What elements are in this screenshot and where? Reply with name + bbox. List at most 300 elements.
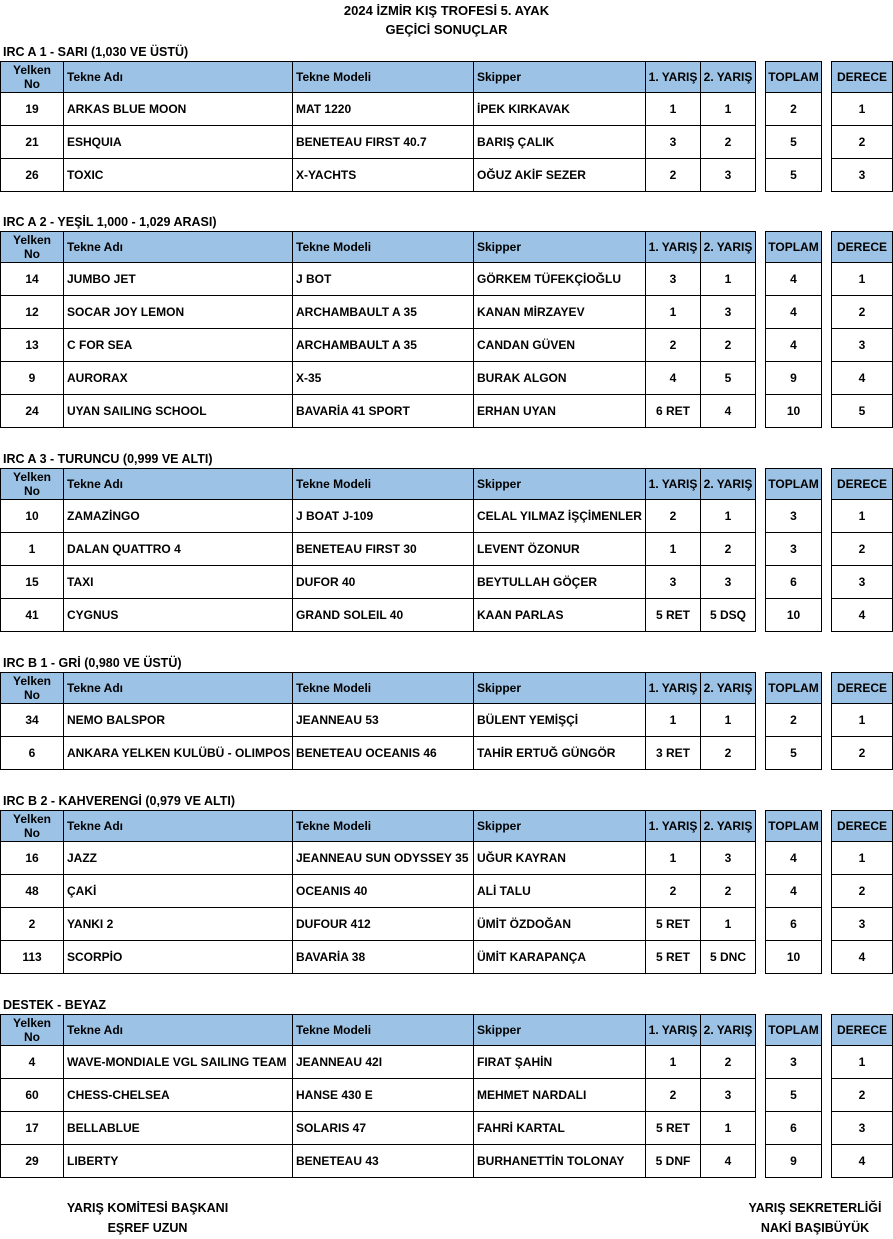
column-gap (756, 811, 766, 842)
results-table (0, 61, 893, 192)
boat-model: HANSE 430 E (293, 1079, 474, 1112)
table-row (1, 908, 893, 941)
column-gap (822, 1046, 832, 1079)
column-header-sail-no-line1: Yelken (12, 674, 52, 688)
boat-model: BENETEAU FIRST 30 (293, 533, 474, 566)
column-gap (822, 395, 832, 428)
rank: 2 (832, 875, 893, 908)
total-points: 6 (766, 908, 822, 941)
column-header-sail-no-line1: Yelken (12, 233, 52, 247)
column-header-race-2: 2. YARIŞ (701, 62, 756, 93)
column-gap (756, 93, 766, 126)
column-header-boat-name: Tekne Adı (64, 1015, 293, 1046)
boat-name: ESHQUIA (64, 126, 293, 159)
table-row (1, 941, 893, 974)
column-header-race-1: 1. YARIŞ (646, 469, 701, 500)
column-header-total: TOPLAM (766, 62, 822, 93)
column-header-sail-no (1, 811, 64, 842)
boat-name: JUMBO JET (64, 263, 293, 296)
column-gap (756, 737, 766, 770)
column-header-rank: DERECE (832, 1015, 893, 1046)
column-gap (756, 566, 766, 599)
boat-name: AURORAX (64, 362, 293, 395)
table-row (1, 737, 893, 770)
rank: 4 (832, 941, 893, 974)
page-title: 2024 İZMİR KIŞ TROFESİ 5. AYAK (343, 3, 550, 18)
results-table (0, 672, 893, 770)
boat-model: GRAND SOLEIL 40 (293, 599, 474, 632)
page-subtitle: GEÇİCİ SONUÇLAR (385, 22, 508, 37)
race-1-result: 5 DNF (646, 1145, 701, 1178)
race-1-result: 2 (646, 500, 701, 533)
race-2-result: 5 DSQ (701, 599, 756, 632)
race-1-result: 5 RET (646, 908, 701, 941)
skipper-name: BARIŞ ÇALIK (474, 126, 646, 159)
sail-number: 24 (1, 395, 64, 428)
sail-number: 29 (1, 1145, 64, 1178)
boat-model: BENETEAU 43 (293, 1145, 474, 1178)
column-header-total: TOPLAM (766, 673, 822, 704)
race-2-result: 1 (701, 704, 756, 737)
column-header-total: TOPLAM (766, 469, 822, 500)
rank: 2 (832, 126, 893, 159)
total-points: 5 (766, 126, 822, 159)
column-header-total: TOPLAM (766, 232, 822, 263)
race-2-result: 2 (701, 533, 756, 566)
table-row (1, 875, 893, 908)
section-title: IRC B 1 - GRİ (0,980 VE ÜSTÜ) (3, 656, 182, 670)
boat-name: NEMO BALSPOR (64, 704, 293, 737)
boat-model: X-35 (293, 362, 474, 395)
sail-number: 14 (1, 263, 64, 296)
skipper-name: ÜMİT ÖZDOĞAN (474, 908, 646, 941)
column-gap (756, 159, 766, 192)
results-section (0, 655, 893, 760)
race-2-result: 4 (701, 395, 756, 428)
column-header-boat-model: Tekne Modeli (293, 469, 474, 500)
rank: 1 (832, 93, 893, 126)
committee-chair-name: EŞREF UZUN (107, 1221, 188, 1235)
results-section (0, 214, 893, 418)
race-1-result: 2 (646, 875, 701, 908)
results-section (0, 793, 893, 964)
sail-number: 21 (1, 126, 64, 159)
column-gap (822, 842, 832, 875)
column-header-race-2: 2. YARIŞ (701, 811, 756, 842)
secretariat-name: NAKİ BAŞIBÜYÜK (760, 1221, 870, 1235)
race-1-result: 2 (646, 1079, 701, 1112)
skipper-name: BURHANETTİN TOLONAY (474, 1145, 646, 1178)
column-header-boat-name: Tekne Adı (64, 469, 293, 500)
column-header-race-1: 1. YARIŞ (646, 673, 701, 704)
race-2-result: 3 (701, 842, 756, 875)
boat-name: C FOR SEA (64, 329, 293, 362)
table-header-row (1, 1015, 893, 1046)
column-gap (756, 296, 766, 329)
column-header-sail-no-line2: No (24, 484, 40, 498)
total-points: 9 (766, 362, 822, 395)
column-gap (756, 533, 766, 566)
boat-model: BENETEAU FIRST 40.7 (293, 126, 474, 159)
table-row (1, 329, 893, 362)
column-header-race-2: 2. YARIŞ (701, 469, 756, 500)
boat-model: BAVARİA 38 (293, 941, 474, 974)
column-gap (822, 1079, 832, 1112)
column-gap (756, 232, 766, 263)
table-row (1, 263, 893, 296)
race-2-result: 5 DNC (701, 941, 756, 974)
total-points: 5 (766, 737, 822, 770)
column-gap (822, 329, 832, 362)
column-header-race-2: 2. YARIŞ (701, 673, 756, 704)
results-section (0, 44, 893, 182)
sail-number: 4 (1, 1046, 64, 1079)
column-gap (756, 395, 766, 428)
committee-chair-title: YARIŞ KOMİTESİ BAŞKANI (66, 1201, 229, 1215)
race-1-result: 5 RET (646, 599, 701, 632)
skipper-name: LEVENT ÖZONUR (474, 533, 646, 566)
secretariat-title: YARIŞ SEKRETERLİĞİ (748, 1201, 882, 1215)
skipper-name: FAHRİ KARTAL (474, 1112, 646, 1145)
column-header-race-1: 1. YARIŞ (646, 811, 701, 842)
column-header-sail-no-line2: No (24, 688, 40, 702)
race-1-result: 2 (646, 159, 701, 192)
boat-name: CYGNUS (64, 599, 293, 632)
section-title: IRC A 1 - SARI (1,030 VE ÜSTÜ) (3, 45, 189, 59)
column-header-sail-no-line1: Yelken (12, 812, 52, 826)
column-gap (756, 875, 766, 908)
rank: 4 (832, 1145, 893, 1178)
rank: 1 (832, 263, 893, 296)
total-points: 3 (766, 500, 822, 533)
race-2-result: 2 (701, 875, 756, 908)
column-header-boat-model: Tekne Modeli (293, 811, 474, 842)
column-gap (756, 500, 766, 533)
boat-model: JEANNEAU SUN ODYSSEY 35 (293, 842, 474, 875)
rank: 4 (832, 599, 893, 632)
race-2-result: 5 (701, 362, 756, 395)
table-row (1, 566, 893, 599)
table-row (1, 599, 893, 632)
race-1-result: 1 (646, 1046, 701, 1079)
column-header-skipper: Skipper (474, 469, 646, 500)
column-header-total: TOPLAM (766, 811, 822, 842)
column-gap (756, 908, 766, 941)
total-points: 9 (766, 1145, 822, 1178)
rank: 2 (832, 533, 893, 566)
race-1-result: 1 (646, 704, 701, 737)
total-points: 5 (766, 1079, 822, 1112)
total-points: 5 (766, 159, 822, 192)
column-header-sail-no (1, 1015, 64, 1046)
race-2-result: 2 (701, 737, 756, 770)
boat-name: DALAN QUATTRO 4 (64, 533, 293, 566)
boat-name: BELLABLUE (64, 1112, 293, 1145)
boat-model: JEANNEAU 53 (293, 704, 474, 737)
column-header-boat-name: Tekne Adı (64, 673, 293, 704)
section-title: DESTEK - BEYAZ (3, 998, 107, 1012)
boat-name: ANKARA YELKEN KULÜBÜ - OLIMPOS (64, 737, 293, 770)
table-row (1, 1079, 893, 1112)
column-gap (822, 673, 832, 704)
race-2-result: 4 (701, 1145, 756, 1178)
table-row (1, 533, 893, 566)
column-gap (822, 566, 832, 599)
race-1-result: 1 (646, 93, 701, 126)
column-header-race-2: 2. YARIŞ (701, 232, 756, 263)
table-row (1, 395, 893, 428)
race-1-result: 4 (646, 362, 701, 395)
rank: 3 (832, 159, 893, 192)
skipper-name: KANAN MİRZAYEV (474, 296, 646, 329)
skipper-name: BURAK ALGON (474, 362, 646, 395)
race-2-result: 1 (701, 1112, 756, 1145)
results-section (0, 997, 893, 1168)
rank: 2 (832, 1079, 893, 1112)
table-row (1, 126, 893, 159)
section-title: IRC A 2 - YEŞİL 1,000 - 1,029 ARASI) (3, 215, 217, 229)
column-header-rank: DERECE (832, 62, 893, 93)
column-gap (756, 1145, 766, 1178)
skipper-name: CELAL YILMAZ İŞÇİMENLER (474, 500, 646, 533)
column-header-skipper: Skipper (474, 62, 646, 93)
column-header-skipper: Skipper (474, 811, 646, 842)
column-header-rank: DERECE (832, 811, 893, 842)
column-gap (756, 842, 766, 875)
column-header-race-1: 1. YARIŞ (646, 232, 701, 263)
race-2-result: 3 (701, 159, 756, 192)
race-1-result: 3 (646, 263, 701, 296)
column-gap (822, 362, 832, 395)
column-header-boat-name: Tekne Adı (64, 811, 293, 842)
column-gap (822, 737, 832, 770)
rank: 1 (832, 704, 893, 737)
column-gap (822, 533, 832, 566)
column-gap (756, 1046, 766, 1079)
skipper-name: CANDAN GÜVEN (474, 329, 646, 362)
race-1-result: 1 (646, 842, 701, 875)
boat-model: BAVARİA 41 SPORT (293, 395, 474, 428)
column-header-race-1: 1. YARIŞ (646, 62, 701, 93)
column-gap (756, 599, 766, 632)
table-header-row (1, 232, 893, 263)
sail-number: 113 (1, 941, 64, 974)
boat-name: TOXIC (64, 159, 293, 192)
column-header-skipper: Skipper (474, 673, 646, 704)
section-title: IRC B 2 - KAHVERENGİ (0,979 VE ALTI) (3, 794, 235, 808)
table-row (1, 362, 893, 395)
column-header-rank: DERECE (832, 232, 893, 263)
total-points: 4 (766, 875, 822, 908)
race-2-result: 2 (701, 126, 756, 159)
column-header-boat-model: Tekne Modeli (293, 1015, 474, 1046)
column-gap (822, 296, 832, 329)
boat-name: SOCAR JOY LEMON (64, 296, 293, 329)
boat-name: ARKAS BLUE MOON (64, 93, 293, 126)
column-header-boat-name: Tekne Adı (64, 62, 293, 93)
boat-model: J BOAT J-109 (293, 500, 474, 533)
table-row (1, 704, 893, 737)
table-row (1, 93, 893, 126)
race-1-result: 1 (646, 296, 701, 329)
sail-number: 9 (1, 362, 64, 395)
race-1-result: 3 (646, 126, 701, 159)
boat-name: WAVE-MONDIALE VGL SAILING TEAM (64, 1046, 293, 1079)
rank: 1 (832, 1046, 893, 1079)
total-points: 3 (766, 1046, 822, 1079)
skipper-name: ÜMİT KARAPANÇA (474, 941, 646, 974)
table-row (1, 842, 893, 875)
column-gap (822, 263, 832, 296)
sail-number: 6 (1, 737, 64, 770)
race-1-result: 3 RET (646, 737, 701, 770)
column-gap (756, 126, 766, 159)
results-table (0, 1014, 893, 1178)
rank: 3 (832, 1112, 893, 1145)
boat-model: OCEANIS 40 (293, 875, 474, 908)
column-header-sail-no-line1: Yelken (12, 63, 52, 77)
column-gap (822, 811, 832, 842)
results-table (0, 231, 893, 428)
column-gap (822, 159, 832, 192)
boat-name: ZAMAZİNGO (64, 500, 293, 533)
skipper-name: İPEK KIRKAVAK (474, 93, 646, 126)
table-row (1, 1145, 893, 1178)
skipper-name: KAAN PARLAS (474, 599, 646, 632)
column-gap (822, 126, 832, 159)
boat-model: X-YACHTS (293, 159, 474, 192)
skipper-name: FIRAT ŞAHİN (474, 1046, 646, 1079)
race-1-result: 5 RET (646, 941, 701, 974)
rank: 3 (832, 566, 893, 599)
column-header-race-2: 2. YARIŞ (701, 1015, 756, 1046)
footer-right (740, 1198, 890, 1238)
column-header-sail-no (1, 673, 64, 704)
total-points: 6 (766, 566, 822, 599)
boat-name: ÇAKİ (64, 875, 293, 908)
column-gap (822, 704, 832, 737)
column-header-boat-model: Tekne Modeli (293, 232, 474, 263)
table-header-row (1, 469, 893, 500)
column-gap (756, 704, 766, 737)
column-header-skipper: Skipper (474, 232, 646, 263)
column-gap (756, 1079, 766, 1112)
race-2-result: 1 (701, 500, 756, 533)
table-header-row (1, 811, 893, 842)
column-gap (822, 232, 832, 263)
column-header-sail-no-line2: No (24, 77, 40, 91)
column-gap (822, 62, 832, 93)
table-row (1, 500, 893, 533)
table-row (1, 159, 893, 192)
skipper-name: OĞUZ AKİF SEZER (474, 159, 646, 192)
race-2-result: 3 (701, 296, 756, 329)
column-header-sail-no (1, 232, 64, 263)
boat-name: SCORPİO (64, 941, 293, 974)
skipper-name: ERHAN UYAN (474, 395, 646, 428)
rank: 1 (832, 500, 893, 533)
table-header-row (1, 673, 893, 704)
boat-model: DUFOUR 412 (293, 908, 474, 941)
footer-left (60, 1198, 235, 1238)
column-gap (756, 362, 766, 395)
column-gap (756, 469, 766, 500)
column-header-sail-no (1, 62, 64, 93)
total-points: 4 (766, 296, 822, 329)
column-header-boat-name: Tekne Adı (64, 232, 293, 263)
boat-model: J BOT (293, 263, 474, 296)
column-gap (822, 93, 832, 126)
column-gap (756, 1112, 766, 1145)
boat-model: ARCHAMBAULT A 35 (293, 296, 474, 329)
race-1-result: 6 RET (646, 395, 701, 428)
total-points: 10 (766, 941, 822, 974)
column-gap (756, 1015, 766, 1046)
boat-name: YANKI 2 (64, 908, 293, 941)
section-title: IRC A 3 - TURUNCU (0,999 VE ALTI) (3, 452, 213, 466)
sail-number: 17 (1, 1112, 64, 1145)
sail-number: 26 (1, 159, 64, 192)
boat-model: ARCHAMBAULT A 35 (293, 329, 474, 362)
boat-name: JAZZ (64, 842, 293, 875)
total-points: 10 (766, 599, 822, 632)
column-header-sail-no-line2: No (24, 1030, 40, 1044)
column-gap (756, 62, 766, 93)
table-row (1, 296, 893, 329)
skipper-name: GÖRKEM TÜFEKÇİOĞLU (474, 263, 646, 296)
column-gap (822, 941, 832, 974)
total-points: 10 (766, 395, 822, 428)
race-1-result: 3 (646, 566, 701, 599)
race-2-result: 2 (701, 1046, 756, 1079)
column-header-skipper: Skipper (474, 1015, 646, 1046)
boat-model: BENETEAU OCEANIS 46 (293, 737, 474, 770)
column-header-boat-model: Tekne Modeli (293, 673, 474, 704)
boat-name: UYAN SAILING SCHOOL (64, 395, 293, 428)
column-gap (822, 469, 832, 500)
column-gap (822, 500, 832, 533)
race-2-result: 3 (701, 1079, 756, 1112)
boat-name: TAXI (64, 566, 293, 599)
results-table (0, 810, 893, 974)
column-header-sail-no (1, 469, 64, 500)
skipper-name: MEHMET NARDALI (474, 1079, 646, 1112)
sail-number: 15 (1, 566, 64, 599)
total-points: 3 (766, 533, 822, 566)
skipper-name: ALİ TALU (474, 875, 646, 908)
race-1-result: 2 (646, 329, 701, 362)
sail-number: 41 (1, 599, 64, 632)
race-1-result: 5 RET (646, 1112, 701, 1145)
total-points: 6 (766, 1112, 822, 1145)
table-row (1, 1046, 893, 1079)
boat-model: DUFOR 40 (293, 566, 474, 599)
sail-number: 48 (1, 875, 64, 908)
boat-model: JEANNEAU 42I (293, 1046, 474, 1079)
rank: 1 (832, 842, 893, 875)
skipper-name: TAHİR ERTUĞ GÜNGÖR (474, 737, 646, 770)
results-section (0, 451, 893, 622)
column-gap (822, 1015, 832, 1046)
table-header-row (1, 62, 893, 93)
column-gap (756, 941, 766, 974)
sail-number: 13 (1, 329, 64, 362)
sail-number: 12 (1, 296, 64, 329)
race-2-result: 1 (701, 908, 756, 941)
rank: 3 (832, 908, 893, 941)
column-header-rank: DERECE (832, 469, 893, 500)
results-table (0, 468, 893, 632)
